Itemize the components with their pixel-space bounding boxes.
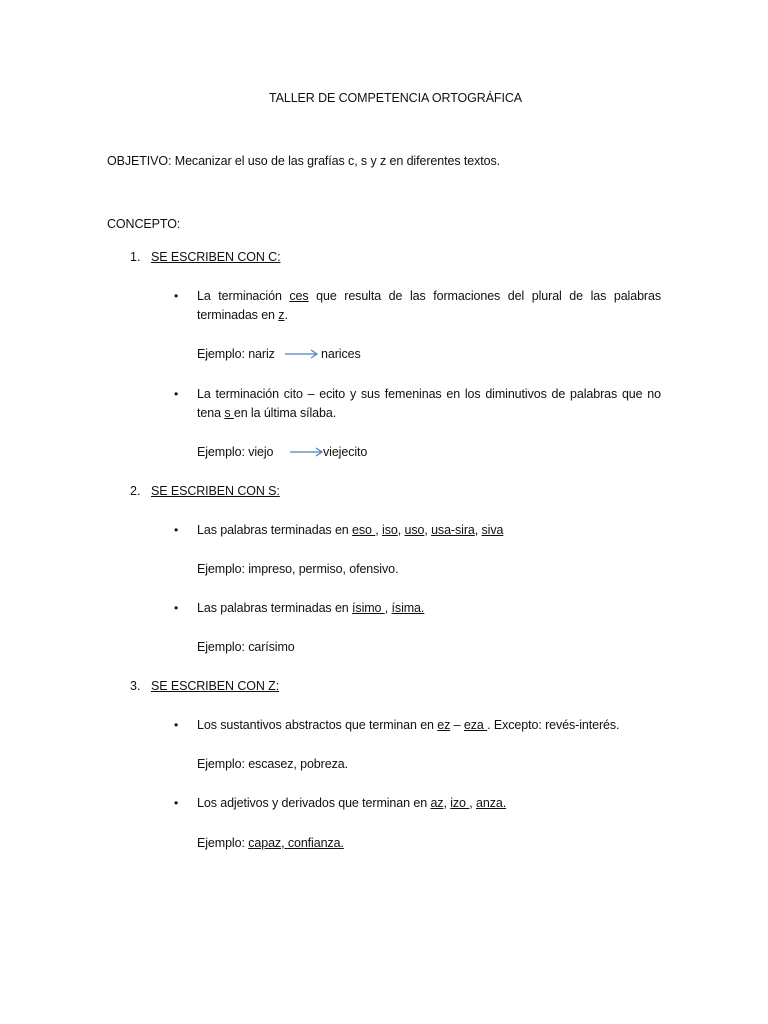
rule-text-line: La terminación cito – ecito y sus femeninas en los diminutivos de palabras que no — [197, 387, 661, 401]
arrow-right-icon — [284, 348, 320, 360]
rule-text-line: terminadas en z. — [197, 308, 288, 322]
example-result: narices — [321, 347, 361, 361]
rule-text-line: Los adjetivos y derivados que terminan en az, izo , anza. — [197, 796, 507, 810]
rule-text-line: Las palabras terminadas en eso , iso, uso, usa-sira, siva — [197, 523, 504, 537]
rule-text-line: Las palabras terminadas en ísimo , ísima. — [197, 601, 425, 615]
example-text: Ejemplo: escasez, pobreza. — [197, 757, 348, 771]
bullet-icon: • — [174, 289, 179, 303]
bullet-icon: • — [174, 601, 179, 615]
bullet-icon: • — [174, 523, 179, 537]
section-number: 1. — [130, 250, 141, 264]
section-number: 3. — [130, 679, 141, 693]
section-heading: SE ESCRIBEN CON Z: — [151, 679, 280, 693]
concept-label: CONCEPTO: — [107, 217, 181, 231]
rule-text-line: La terminación ces que resulta de las formaciones del plural de las palabras — [197, 289, 661, 303]
objective-line — [107, 153, 500, 169]
example-label: Ejemplo: viejo — [197, 445, 274, 459]
section-heading: SE ESCRIBEN CON C: — [151, 250, 281, 264]
bullet-icon: • — [174, 796, 179, 810]
example-result: viejecito — [323, 445, 368, 459]
example-text: Ejemplo: impreso, permiso, ofensivo. — [197, 562, 399, 576]
rule-text-line: Los sustantivos abstractos que terminan en ez – eza . Excepto: revés-interés. — [197, 718, 620, 732]
example-text: Ejemplo: capaz, confianza. — [197, 836, 344, 850]
objective-label: OBJETIVO: — [107, 154, 172, 168]
objective-text: Mecanizar el uso de las grafías c, s y z en diferentes textos. — [171, 154, 500, 168]
example-text: Ejemplo: carísimo — [197, 640, 295, 654]
section-number: 2. — [130, 484, 141, 498]
bullet-icon: • — [174, 387, 179, 401]
example-label: Ejemplo: nariz — [197, 347, 275, 361]
bullet-icon: • — [174, 718, 179, 732]
arrow-right-icon — [289, 446, 325, 458]
page-title: TALLER DE COMPETENCIA ORTOGRÁFICA — [269, 91, 522, 105]
section-heading: SE ESCRIBEN CON S: — [151, 484, 280, 498]
rule-text-line: tena s en la última sílaba. — [197, 406, 337, 420]
